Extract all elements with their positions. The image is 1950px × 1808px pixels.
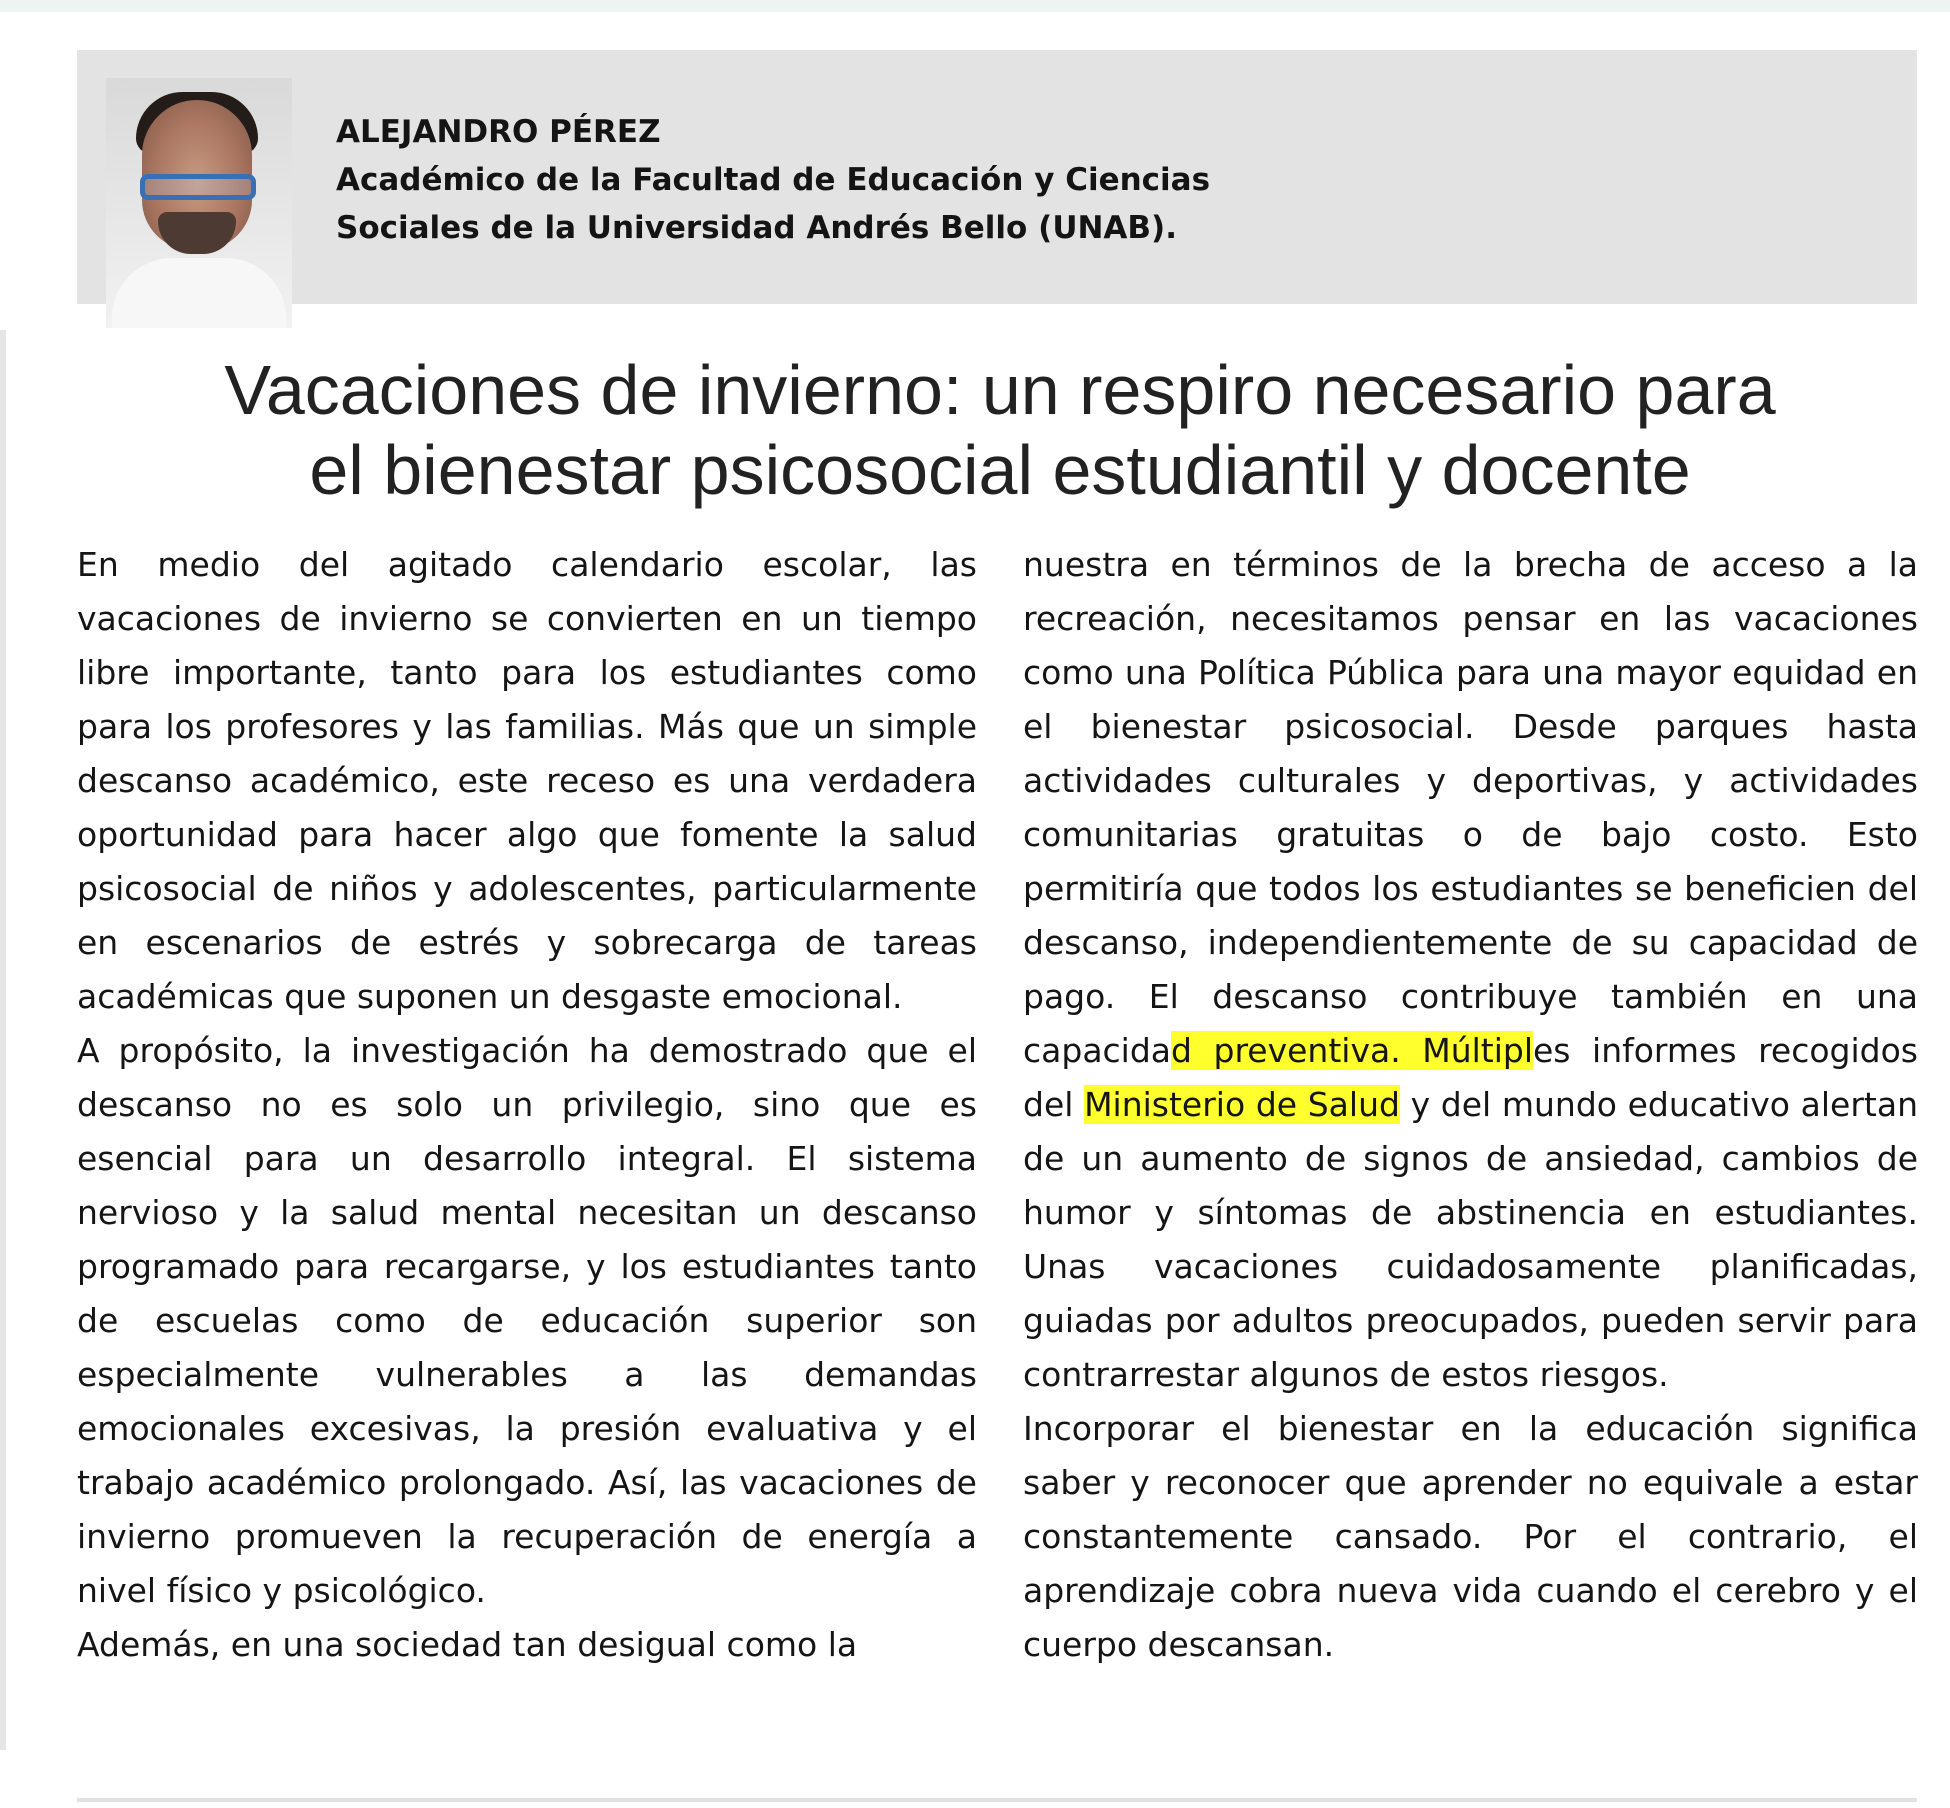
author-byline — [336, 108, 1736, 252]
photo-beard — [158, 212, 236, 254]
paragraph-3-text-a: nuestra en términos de la brecha de acceso a la recreación, necesitamos pensar en las vacaciones como una Política Pública para una mayor equidad en el bienestar psicosocial. Desde parques hasta actividades culturales y deportivas, y actividades comunitarias gratuitas o de bajo costo. Esto permitiría que todos los estudiantes se beneficien del descanso, independientemente de su capacidad de pago. El descanso contribuye también en una capacida — [1023, 545, 1918, 1070]
paragraph-3-start: Además, en una sociedad tan desigual como la — [77, 1625, 858, 1664]
paragraph-3-continued — [1023, 538, 1918, 1402]
photo-shirt — [112, 258, 286, 328]
highlight-ministerio-de-salud: Ministerio de Salud — [1084, 1085, 1400, 1124]
author-name: ALEJANDRO PÉREZ — [336, 114, 661, 150]
paragraph-1: En medio del agitado calendario escolar, las vacaciones de invierno se convierten en un tiempo libre importante, tanto para los estudiantes como para los profesores y las familias. Más que un simple descanso académico, este receso es una verdadera oportunidad para hacer algo que fomente la salud psicosocial de niños y adolescentes, particularmente en escenarios de estrés y sobrecarga de tareas académicas que suponen un desgaste emocional. — [77, 545, 977, 1016]
author-title-line2: Sociales de la Universidad Andrés Bello (UNAB). — [336, 210, 1177, 246]
article-headline — [110, 350, 1890, 510]
highlight-preventiva: d preventiva. Múltipl — [1171, 1031, 1533, 1070]
headline-line2: el bienestar psicosocial estudiantil y docente — [309, 431, 1691, 509]
author-photo — [106, 78, 292, 328]
body-column-left — [77, 538, 977, 1672]
author-title-line1: Académico de la Facultad de Educación y Ciencias — [336, 162, 1211, 198]
paragraph-3-text-b: es informes recogidos del — [1023, 1031, 1918, 1124]
photo-glasses — [140, 174, 256, 200]
top-strip — [0, 0, 1950, 12]
left-rule — [0, 330, 6, 1750]
body-column-right — [1023, 538, 1918, 1672]
paragraph-3-text-c: y del mundo educativo alertan de un aumento de signos de ansiedad, cambios de humor y síntomas de abstinencia en estudiantes. Unas vacaciones cuidadosamente planificadas, guiadas por adultos preocupados, pueden servir para contrarrestar algunos de estos riesgos. — [1023, 1085, 1918, 1394]
headline-line1: Vacaciones de invierno: un respiro necesario para — [224, 351, 1776, 429]
paragraph-2: A propósito, la investigación ha demostrado que el descanso no es solo un privilegio, sino que es esencial para un desarrollo integral. El sistema nervioso y la salud mental necesitan un descanso programado para recargarse, y los estudiantes tanto de escuelas como de educación superior son especialmente vulnerables a las demandas emocionales excesivas, la presión evaluativa y el trabajo académico prolongado. Así, las vacaciones de invierno promueven la recuperación de energía a nivel físico y psicológico. — [77, 1031, 977, 1610]
paragraph-4: Incorporar el bienestar en la educación significa saber y reconocer que aprender no equivale a estar constantemente cansado. Por el contrario, el aprendizaje cobra nueva vida cuando el cerebro y el cuerpo descansan. — [1023, 1409, 1918, 1664]
bottom-rule — [77, 1798, 1917, 1802]
